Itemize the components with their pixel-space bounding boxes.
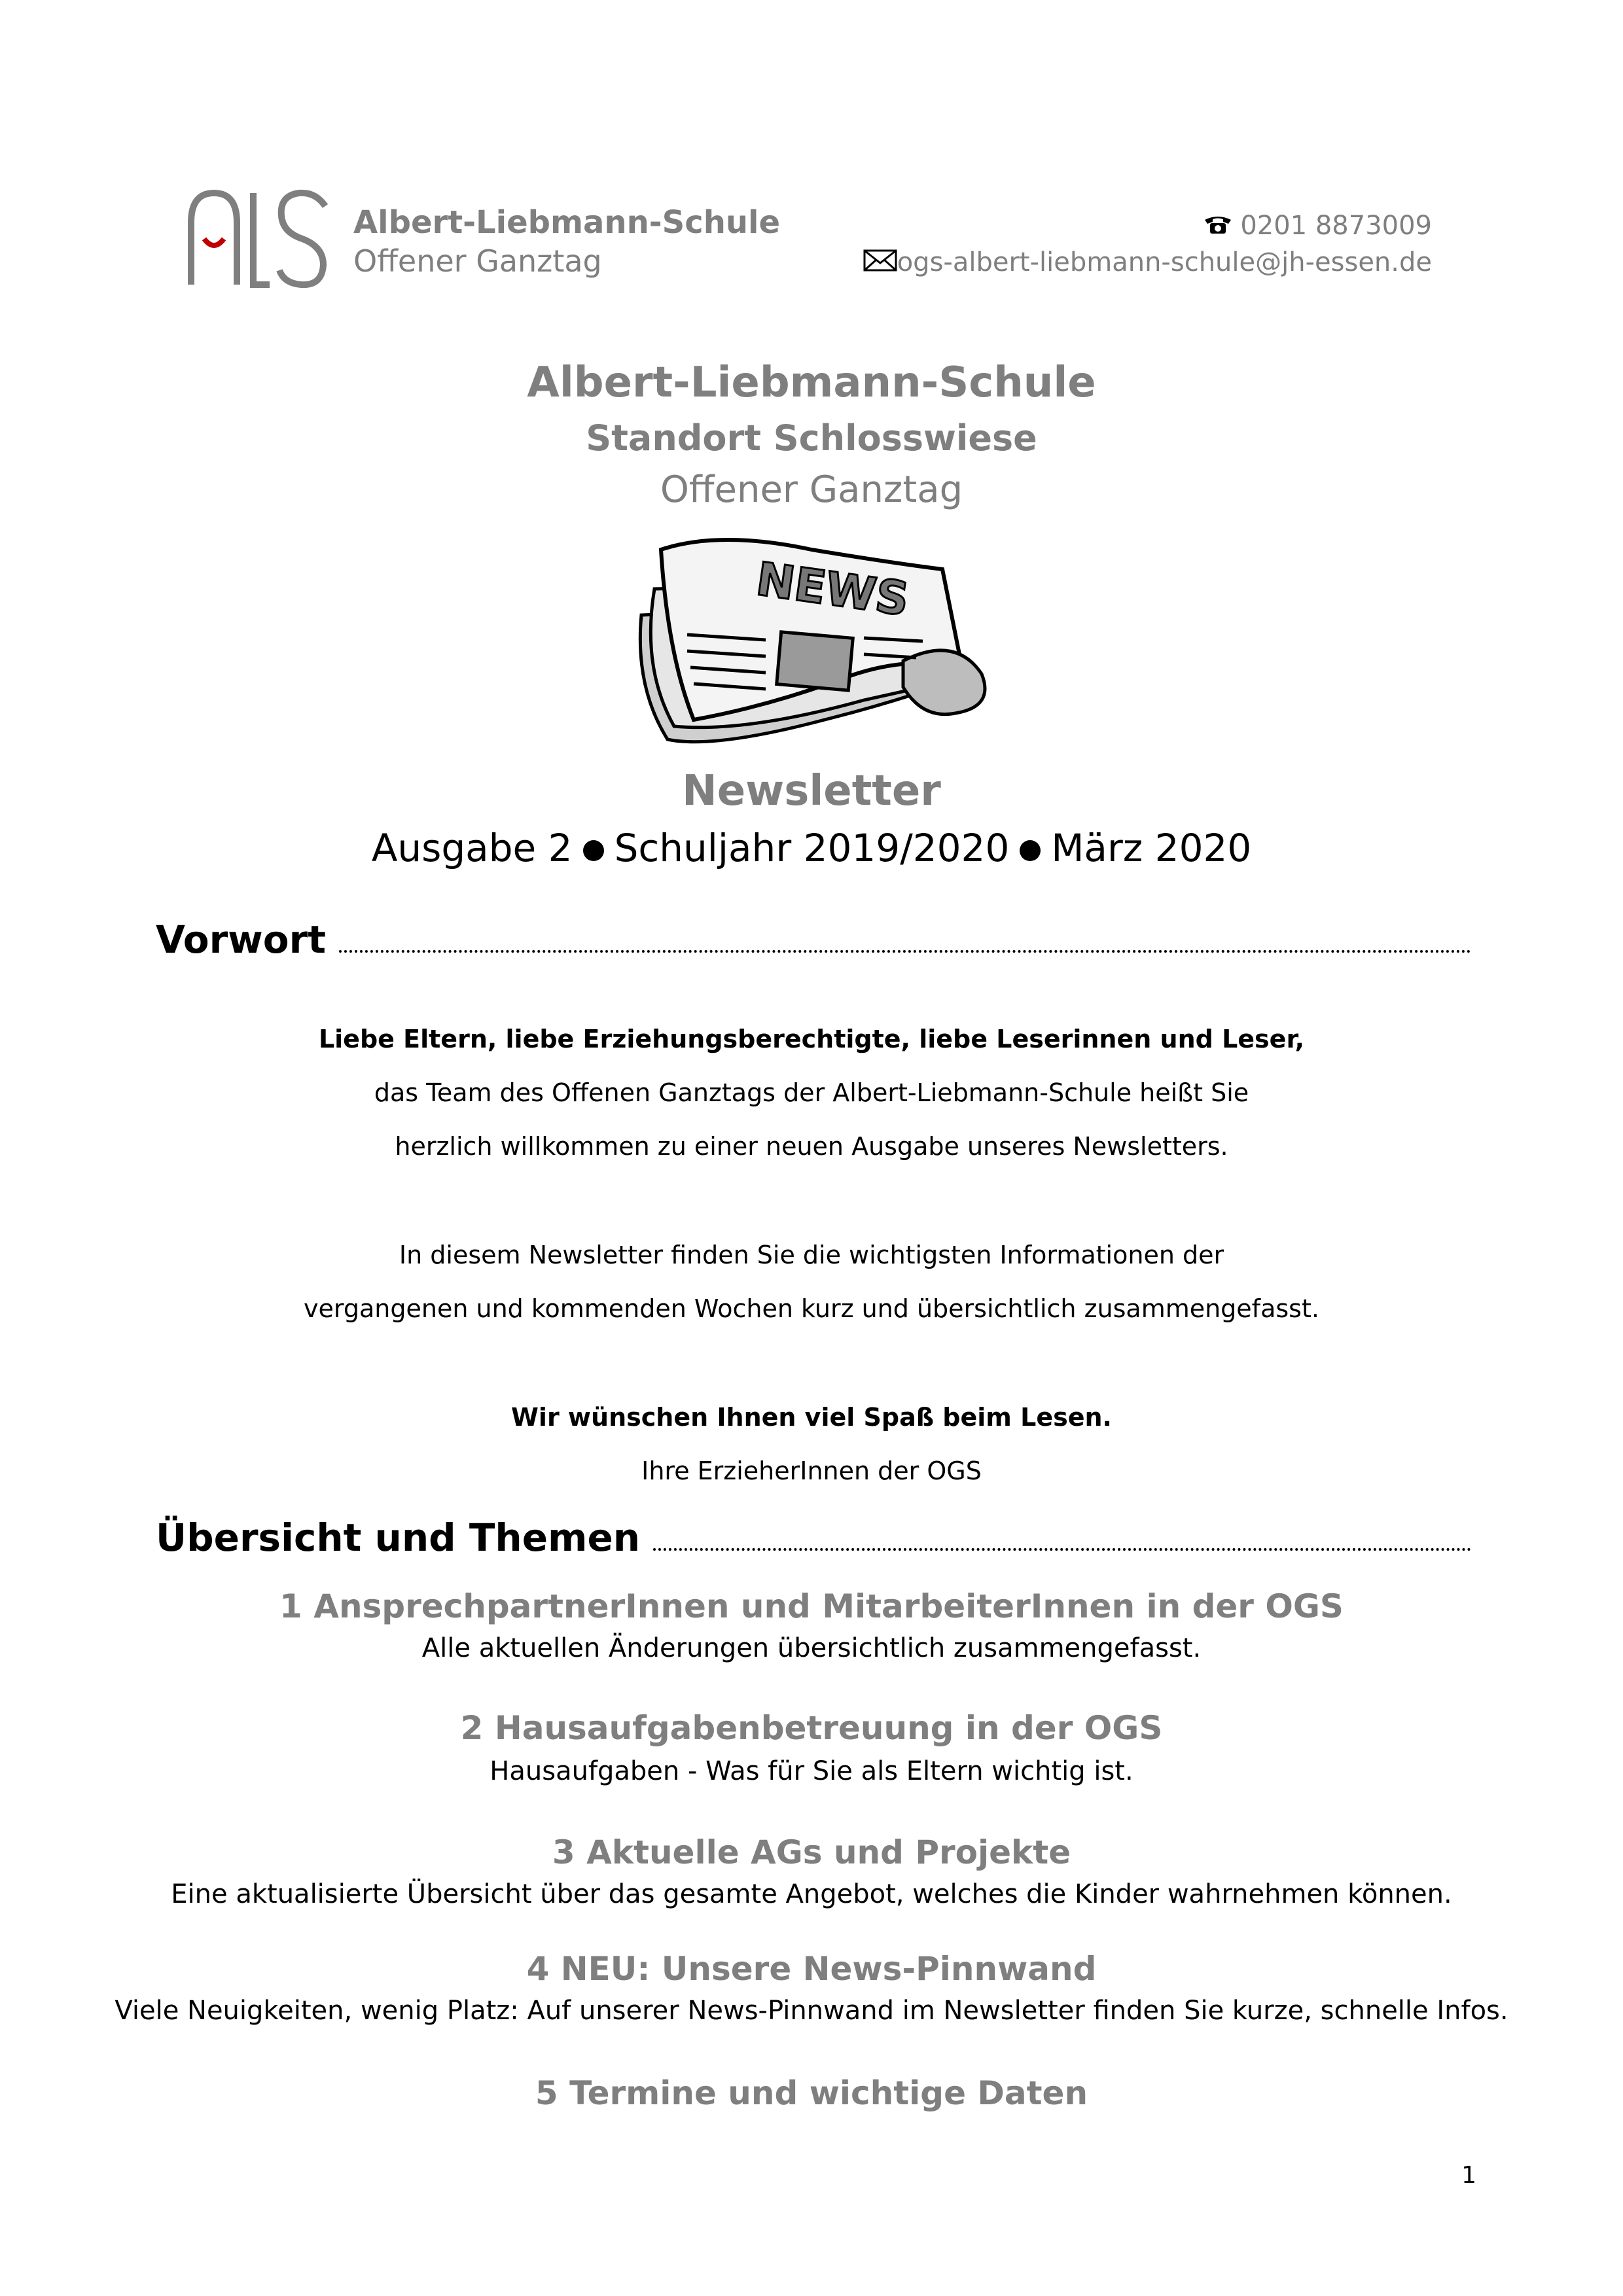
newsletter-title: Newsletter — [682, 767, 941, 815]
vorwort-line: vergangenen und kommenden Wochen kurz und übersichtlich zusammengefasst. — [304, 1294, 1319, 1323]
contact-mail — [863, 247, 1432, 279]
topic-description: Eine aktualisierte Übersicht über das gesamte Angebot, welches die Kinder wahrnehmen können. — [171, 1879, 1452, 1909]
issue-number: Ausgabe 2 — [371, 826, 573, 870]
section-heading-label: Vorwort — [156, 917, 326, 962]
vorwort-greeting: Liebe Eltern, liebe Erziehungsberechtigte, liebe Leserinnen und Leser, — [318, 1025, 1305, 1053]
bullet-icon — [1020, 840, 1041, 861]
header-school-name: Albert-Liebmann-Schule — [353, 204, 781, 241]
phone-icon — [1204, 212, 1232, 242]
logo-letters: ALS — [185, 186, 186, 187]
topic-description: Alle aktuellen Änderungen übersichtlich zusammengefasst. — [421, 1633, 1202, 1663]
header-school-sub: Offener Ganztag — [353, 243, 602, 279]
topic-description: Hausaufgaben - Was für Sie als Eltern wichtig ist. — [490, 1756, 1133, 1786]
mail-icon — [863, 249, 897, 279]
issue-date: März 2020 — [1051, 826, 1252, 870]
email-address[interactable]: ogs-albert-liebmann-schule@jh-essen.de — [897, 247, 1432, 277]
topic-title: 3 Aktuelle AGs und Projekte — [552, 1833, 1071, 1871]
contact-phone — [1204, 211, 1432, 242]
topic-title: 2 Hausaufgabenbetreuung in der OGS — [460, 1709, 1163, 1747]
school-year: Schuljahr 2019/2020 — [614, 826, 1010, 870]
topic-title: 5 Termine und wichtige Daten — [535, 2074, 1088, 2112]
title-main: Albert-Liebmann-Schule — [527, 359, 1096, 407]
vorwort-line: herzlich willkommen zu einer neuen Ausgabe unseres Newsletters. — [395, 1132, 1228, 1161]
newspaper-masthead: NEWS — [753, 552, 912, 627]
vorwort-closing: Wir wünschen Ihnen viel Spaß beim Lesen. — [511, 1403, 1112, 1432]
phone-number[interactable]: 0201 8873009 — [1240, 211, 1432, 241]
newspaper-illustration — [615, 523, 1008, 779]
section-heading-label: Übersicht und Themen — [156, 1515, 641, 1560]
topic-title: 4 NEU: Unsere News-Pinnwand — [526, 1950, 1097, 1988]
section-heading-overview — [156, 1515, 1471, 1560]
dotted-leader — [653, 1548, 1471, 1551]
vorwort-signature: Ihre ErzieherInnen der OGS — [641, 1457, 982, 1485]
topic-description: Viele Neuigkeiten, wenig Platz: Auf unserer News-Pinnwand im Newsletter finden Sie kurze, schnelle Infos. — [115, 1996, 1508, 2026]
topic-title: 1 AnsprechpartnerInnen und MitarbeiterInnen in der OGS — [279, 1587, 1344, 1625]
issue-line — [0, 826, 1623, 870]
page-number: 1 — [1461, 2162, 1476, 2189]
school-logo — [185, 186, 335, 291]
dotted-leader — [339, 950, 1471, 953]
vorwort-line: In diesem Newsletter finden Sie die wichtigsten Informationen der — [399, 1241, 1224, 1269]
title-sub: Offener Ganztag — [660, 468, 963, 511]
section-heading-vorwort — [156, 917, 1471, 962]
bullet-icon — [583, 840, 604, 861]
vorwort-line: das Team des Offenen Ganztags der Albert-Liebmann-Schule heißt Sie — [374, 1078, 1249, 1107]
title-site: Standort Schlosswiese — [586, 417, 1037, 459]
